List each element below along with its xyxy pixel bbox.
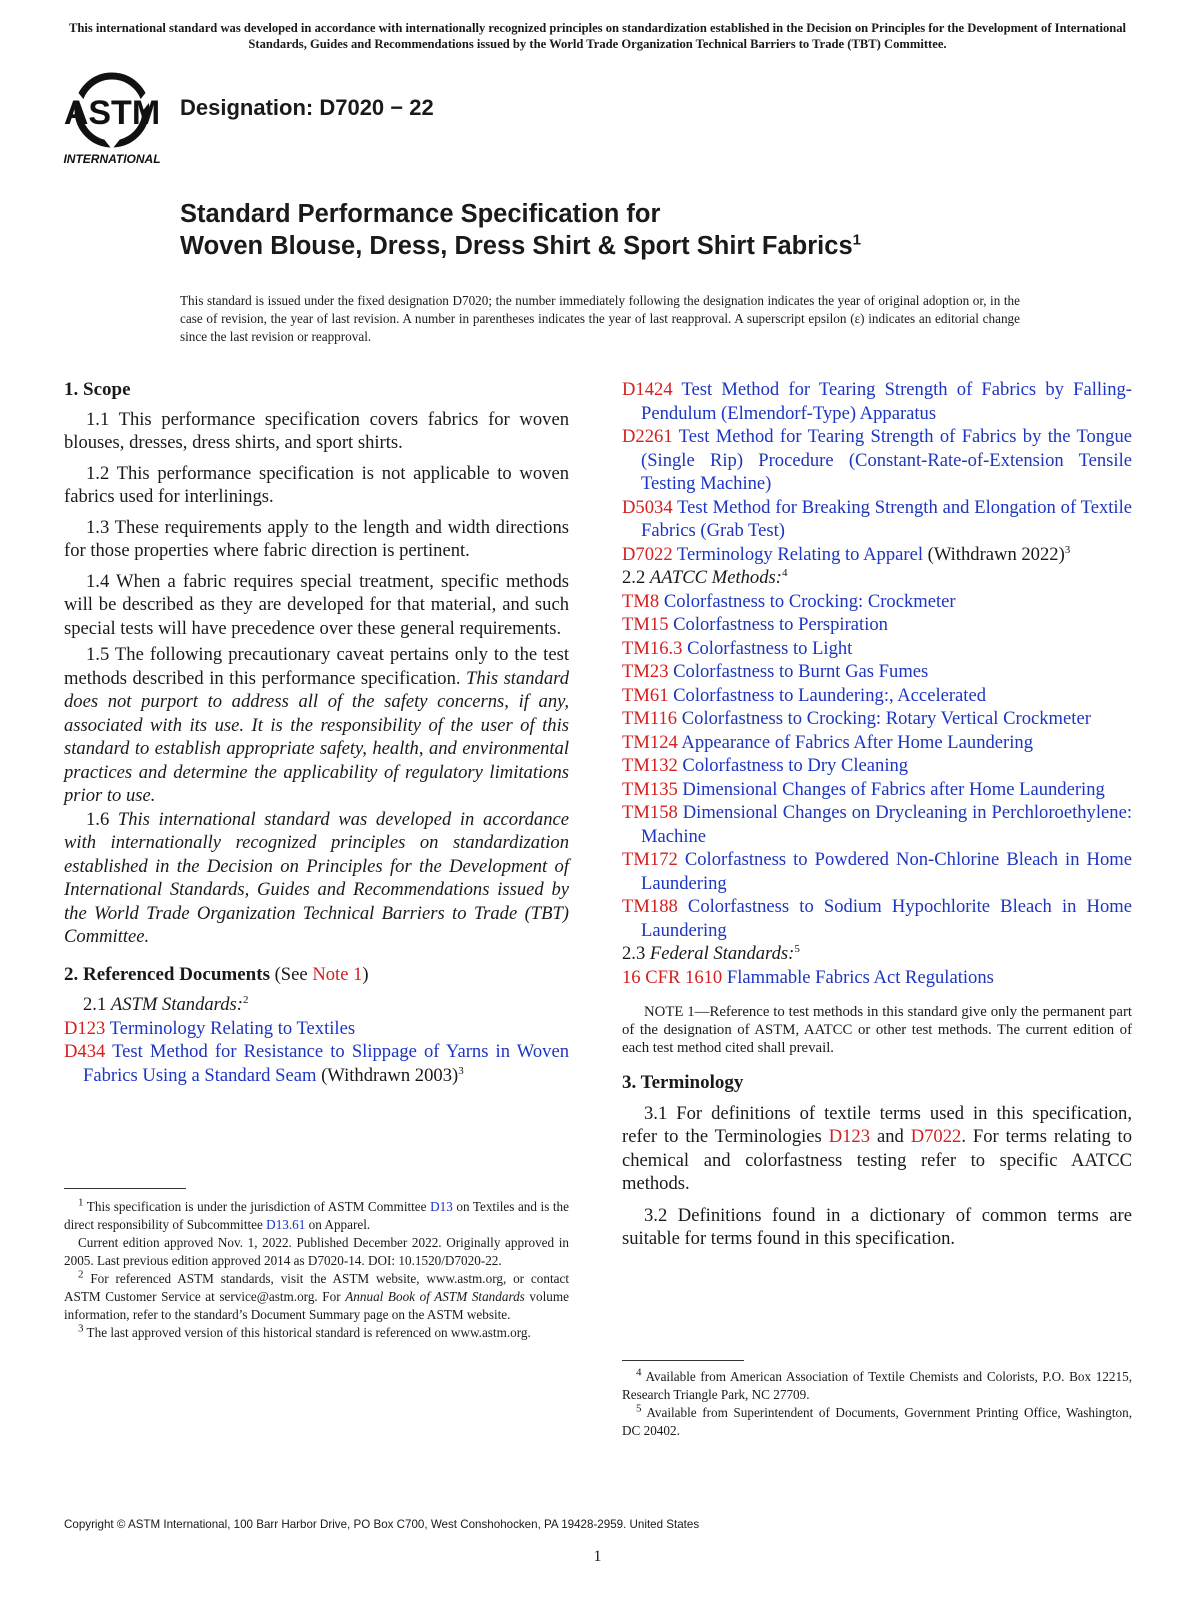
aatcc-code[interactable]: TM135: [622, 778, 678, 800]
scope-1-6: 1.6 This international standard was developed in accordance with internationally recognized principles on standardization established in the Decision on Principles for the Development of International Standards, Guides and Recommendations issued by the World Trade Organization Technical Barriers to Trade (TBT) Committee.: [64, 808, 570, 947]
astm-logo: [62, 72, 170, 167]
aatcc-title[interactable]: Appearance of Fabrics After Home Laundering: [677, 731, 1033, 753]
scope-heading: 1. Scope: [64, 379, 131, 400]
aatcc-title[interactable]: Colorfastness to Laundering:, Accelerated: [668, 684, 987, 706]
refdocs-heading: 2. Referenced Documents (See Note 1): [64, 963, 369, 985]
aatcc-title[interactable]: Colorfastness to Powdered Non-Chlorine Bleach in Home Laundering: [641, 849, 1132, 894]
ref-aatcc-tm61[interactable]: [622, 684, 1132, 708]
aatcc-title[interactable]: Dimensional Changes on Drycleaning in Perchloroethylene: Machine: [641, 802, 1132, 847]
aatcc-title[interactable]: Colorfastness to Crocking: Rotary Vertical Crockmeter: [677, 708, 1091, 729]
aatcc-code[interactable]: TM61: [622, 684, 669, 706]
scope-1-2: 1.2 This performance specification is not applicable to woven fabrics used for interlinings.: [64, 462, 569, 507]
ref-aatcc-tm23[interactable]: [622, 660, 1132, 684]
right-column: [622, 378, 1132, 1251]
footnote-1-edition: Current edition approved Nov. 1, 2022. Published December 2022. Originally approved in 2005. Last previous edition approved 2014 as D7020-14. DOI: 10.1520/D7020-22.: [64, 1235, 569, 1268]
note-1: NOTE 1—Reference to test methods in this standard give only the permanent part of the designation of ASTM, AATCC or other test methods. The current edition of each test method cited shall prevail.: [622, 1004, 1132, 1056]
ref-d5034[interactable]: D5034 Test Method for Breaking Strength and Elongation of Textile Fabrics (Grab Test): [622, 496, 1132, 541]
footnote-2: $^2$ For referenced ASTM standards, visit the ASTM website, www.astm.org, or contact ASTM Customer Service at service@astm.org. For Annual Book of ASTM Standards volume information, refer to the standard’s Document Summary page on the ASTM website.: [64, 1268, 569, 1322]
footnotes-left: [64, 1198, 569, 1342]
footnotes-right: [622, 1368, 1132, 1440]
logo-text: ASTM: [63, 94, 161, 132]
left-column: [64, 378, 569, 1087]
aatcc-title[interactable]: Colorfastness to Sodium Hypochlorite Bleach in Home Laundering: [641, 896, 1132, 941]
astm-standards-label: 2.1 ASTM Standards:$^2$: [83, 993, 249, 1015]
aatcc-code[interactable]: TM16.3: [622, 637, 683, 659]
footnote-3: $^3$ The last approved version of this historical standard is referenced on www.astm.org.: [78, 1322, 531, 1340]
ref-aatcc-tm172[interactable]: [622, 848, 1132, 895]
document-title: [180, 198, 861, 262]
aatcc-title[interactable]: Colorfastness to Perspiration: [668, 614, 888, 635]
aatcc-code[interactable]: TM132: [622, 755, 678, 776]
aatcc-code[interactable]: TM15: [622, 614, 669, 635]
scope-1-1: 1.1 This performance specification covers fabrics for woven blouses, dresses, dress shirts, and sport shirts.: [64, 408, 569, 453]
aatcc-code[interactable]: TM116: [622, 708, 678, 729]
title-line-2: Woven Blouse, Dress, Dress Shirt & Sport Shirt Fabrics$^1$: [180, 231, 861, 260]
terminology-heading: 3. Terminology: [622, 1072, 744, 1093]
astm-logo-graphic: [62, 72, 170, 167]
aatcc-title[interactable]: Colorfastness to Burnt Gas Fumes: [668, 661, 929, 682]
aatcc-title[interactable]: Colorfastness to Light: [682, 637, 853, 659]
aatcc-title[interactable]: Dimensional Changes of Fabrics after Home Laundering: [677, 778, 1105, 800]
designation: Designation: D7020 − 22: [180, 95, 434, 120]
scope-1-3: 1.3 These requirements apply to the length and width directions for those properties where fabric direction is pertinent.: [64, 516, 569, 561]
ref-aatcc-tm8[interactable]: [622, 590, 1132, 614]
title-footnote-ref[interactable]: 1: [852, 231, 861, 249]
footnote-rule-left: [64, 1188, 186, 1189]
ref-aatcc-tm132[interactable]: [622, 754, 1132, 778]
ref-aatcc-tm135[interactable]: [622, 778, 1132, 802]
terminology-3-1: 3.1 For definitions of textile terms used in this specification, refer to the Terminologies D123 and D7022. For terms relating to chemical and colorfastness testing refer to specific AATCC methods.: [622, 1102, 1132, 1194]
footnote-rule-right: [622, 1360, 744, 1361]
scope-1-4: 1.4 When a fabric requires special treatment, specific methods will be described as they are developed for that material, and such special tests will have precedence over these general requirements.: [64, 570, 569, 639]
preface: This standard is issued under the fixed designation D7020; the number immediately following the designation indicates the year of original adoption or, in the case of revision, the year of last revision. A number in parentheses indicates the year of last reapproval. A superscript epsilon (ε) indicates an editorial change since the last revision or reapproval.: [180, 293, 1020, 344]
ref-aatcc-tm15[interactable]: [622, 613, 1132, 637]
ref-d123[interactable]: D123 Terminology Relating to Textiles: [64, 1017, 356, 1039]
note-1-link[interactable]: Note 1: [312, 963, 363, 985]
aatcc-methods-list: [622, 590, 1132, 943]
ref-16cfr1610[interactable]: 16 CFR 1610 Flammable Fabrics Act Regulations: [622, 966, 994, 988]
top-notice: This international standard was developed in accordance with internationally recognized principles on standardization established in the Decision on Principles for the Development of International Standards, Guides and Recommendations issued by the World Trade Organization Technical Barriers to Trade (TBT) Committee.: [68, 21, 1127, 51]
scope-1-5: 1.5 The following precautionary caveat pertains only to the test methods described in this performance specification. This standard does not purport to address all of the safety concerns, if any, associated with its use. It is the responsibility of the user of this standard to establish appropriate safety, health, and environmental practices and determine the applicability of regulatory limitations prior to use.: [64, 644, 569, 806]
ref-d1424[interactable]: D1424 Test Method for Tearing Strength of Fabrics by Falling-Pendulum (Elmendorf-Type) Apparatus: [622, 379, 1132, 424]
logo-subtext: INTERNATIONAL: [63, 152, 161, 166]
federal-standards-label: 2.3 Federal Standards:$^5$: [622, 942, 800, 964]
footnote-1: $^1$ This specification is under the jurisdiction of ASTM Committee D13 on Textiles and is the direct responsibility of Subcommittee D13.61 on Apparel.: [64, 1196, 569, 1232]
ref-aatcc-tm116[interactable]: [622, 707, 1132, 731]
page-number: 1: [593, 1548, 602, 1565]
title-line-1: Standard Performance Specification for: [180, 200, 661, 228]
ref-aatcc-tm188[interactable]: [622, 895, 1132, 942]
ref-d434[interactable]: D434 Test Method for Resistance to Slippage of Yarns in Woven Fabrics Using a Standard Seam (Withdrawn 2003)$^3$: [64, 1041, 569, 1086]
aatcc-methods-label: 2.2 AATCC Methods:$^4$: [622, 566, 788, 588]
ref-aatcc-tm124[interactable]: [622, 731, 1132, 755]
ref-d7022[interactable]: D7022 Terminology Relating to Apparel (Withdrawn 2022)$^3$: [622, 543, 1071, 565]
aatcc-code[interactable]: TM188: [622, 896, 678, 917]
aatcc-code[interactable]: TM158: [622, 802, 678, 823]
copyright: Copyright © ASTM International, 100 Barr Harbor Drive, PO Box C700, West Conshohocken, PA 19428-2959. United States: [64, 1518, 700, 1531]
ref-aatcc-tm158[interactable]: [622, 801, 1132, 848]
aatcc-title[interactable]: Colorfastness to Crocking: Crockmeter: [659, 590, 956, 612]
aatcc-code[interactable]: TM172: [622, 849, 678, 870]
terminology-3-2: 3.2 Definitions found in a dictionary of common terms are suitable for terms found in this specification.: [622, 1204, 1132, 1249]
aatcc-title[interactable]: Colorfastness to Dry Cleaning: [677, 755, 909, 776]
aatcc-code[interactable]: TM8: [622, 590, 660, 612]
aatcc-code[interactable]: TM23: [622, 661, 669, 682]
ref-aatcc-tm16-3[interactable]: [622, 637, 1132, 661]
ref-d2261[interactable]: D2261 Test Method for Tearing Strength of Fabrics by the Tongue (Single Rip) Procedure (Constant-Rate-of-Extension Tensile Testing Machine): [622, 426, 1132, 494]
aatcc-code[interactable]: TM124: [622, 731, 678, 753]
footnote-5: $^5$ Available from Superintendent of Documents, Government Printing Office, Washington, DC 20402.: [622, 1402, 1132, 1438]
footnote-4: $^4$ Available from American Association of Textile Chemists and Colorists, P.O. Box 12215, Research Triangle Park, NC 27709.: [622, 1366, 1132, 1402]
